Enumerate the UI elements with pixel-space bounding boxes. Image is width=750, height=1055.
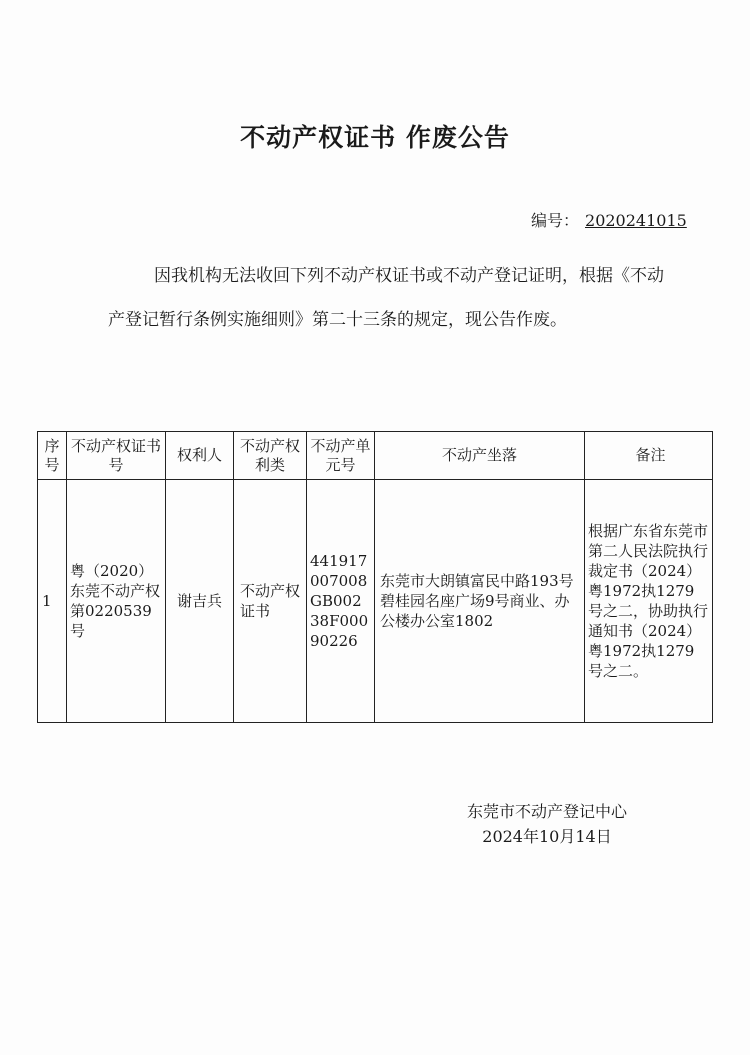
header-right-type: 不动产权利类 [234,432,307,480]
cell-holder: 谢吉兵 [166,480,234,723]
header-cert-no: 不动产权证书号 [67,432,166,480]
document-number-value: 2020241015 [585,211,687,230]
header-remark: 备注 [585,432,713,480]
body-paragraph-wrap [108,254,668,342]
header-unit-no: 不动产单元号 [307,432,375,480]
document-title: 不动产权证书 作废公告 [240,123,510,152]
cell-seq: 1 [38,480,67,723]
document-number [531,208,687,231]
table-row [38,480,713,723]
document-number-label: 编号： [531,211,580,230]
cell-cert-no: 粤（2020）东莞不动产权第0220539号 [67,480,166,723]
voided-certificates-table [37,431,713,723]
signature-org: 东莞市不动产登记中心 [466,802,627,821]
cell-remark: 根据广东省东莞市第二人民法院执行裁定书（2024）粤1972执1279号之二，协助执行通知书（2024）粤1972执1279号之二。 [585,480,713,723]
body-paragraph: 因我机构无法收回下列不动产权证书或不动产登记证明，根据《不动产登记暂行条例实施细则》第二十三条的规定，现公告作废。 [108,266,664,330]
table-header-row [38,432,713,480]
header-holder: 权利人 [166,432,234,480]
signature-date: 2024年10月14日 [482,827,612,846]
cell-location: 东莞市大朗镇富民中路193号碧桂园名座广场9号商业、办公楼办公室1802 [375,480,585,723]
signature-block [452,799,642,849]
header-seq: 序号 [38,432,67,480]
cell-unit-no: 441917007008GB00238F00090226 [307,480,375,723]
header-location: 不动产坐落 [375,432,585,480]
cell-right-type: 不动产权证书 [234,480,307,723]
